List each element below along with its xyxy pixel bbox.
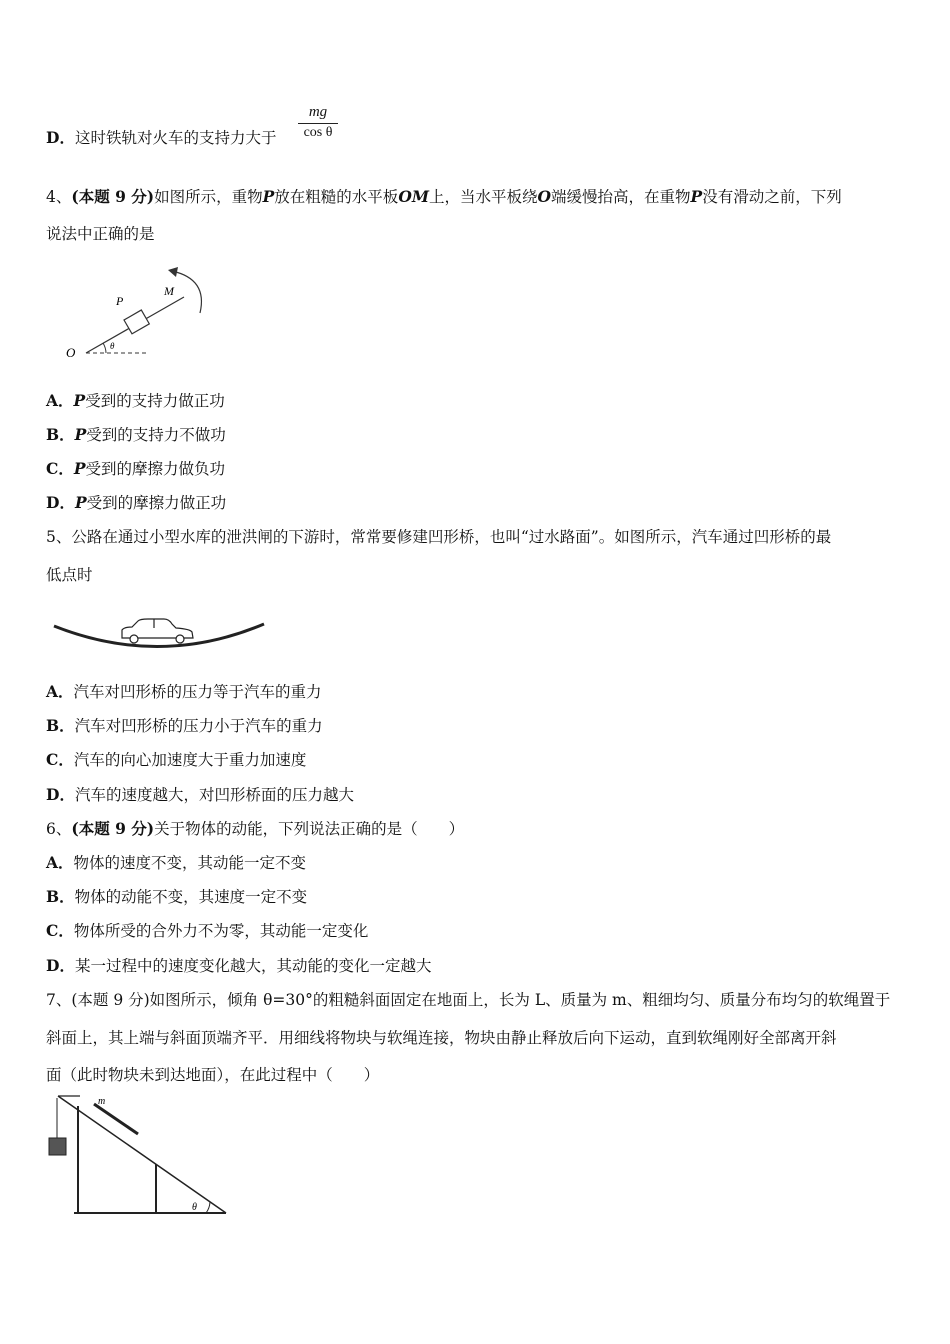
q4-option-c: C．P受到的摩擦力做负功 bbox=[46, 459, 226, 478]
rotation-arrow-arc bbox=[172, 271, 201, 313]
figure-incline-with-rope bbox=[44, 1092, 234, 1220]
q5-option-d: D．汽车的速度越大，对凹形桥面的压力越大 bbox=[46, 785, 354, 804]
block bbox=[49, 1138, 66, 1155]
option-letter: D． bbox=[46, 128, 75, 147]
score-tag: (本题 9 分) bbox=[71, 187, 155, 206]
score-tag: (本题 9 分) bbox=[71, 819, 155, 838]
q5-option-c: C．汽车的向心加速度大于重力加速度 bbox=[46, 750, 307, 769]
q5-option-a: A．汽车对凹形桥的压力等于汽车的重力 bbox=[46, 682, 322, 701]
box-p bbox=[124, 310, 149, 334]
rotation-arrowhead bbox=[168, 267, 178, 277]
angle-arc bbox=[206, 1202, 210, 1213]
q6-option-c: C．物体所受的合外力不为零，其动能一定变化 bbox=[46, 921, 369, 940]
q6-option-d: D．某一过程中的速度变化越大，其动能的变化一定越大 bbox=[46, 956, 432, 975]
q3-option-d bbox=[46, 128, 276, 148]
q4-option-d: D．P受到的摩擦力做正功 bbox=[46, 493, 227, 512]
label-p: P bbox=[116, 294, 124, 308]
label-theta: θ bbox=[110, 341, 115, 351]
label-theta: θ bbox=[192, 1202, 197, 1213]
q4-stem-line1: 4、(本题 9 分)如图所示，重物P放在粗糙的水平板OM上，当水平板绕O端缓慢抬高，在重物P没有滑动之前，下列 bbox=[46, 187, 842, 206]
q6-option-b: B．物体的动能不变，其速度一定不变 bbox=[46, 887, 308, 906]
figure-concave-bridge bbox=[50, 610, 270, 660]
fraction-numerator: mg bbox=[308, 104, 328, 120]
q5-stem-line2: 低点时 bbox=[46, 566, 93, 584]
label-o: O bbox=[66, 345, 76, 360]
fraction-bar bbox=[298, 123, 338, 124]
incline-surface bbox=[58, 1096, 226, 1213]
q4-option-b: B．P受到的支持力不做功 bbox=[46, 425, 226, 444]
angle-arc bbox=[103, 343, 106, 353]
soft-rope bbox=[94, 1104, 138, 1134]
fraction-mg-over-cos-theta bbox=[296, 104, 340, 141]
q7-stem-line1: 7、(本题 9 分)如图所示，倾角 θ=30°的粗糙斜面固定在地面上，长为 L、质量为 m、粗细均匀、质量分布均匀的软绳置于 bbox=[46, 991, 891, 1009]
label-m: m bbox=[98, 1096, 106, 1107]
fraction-denominator: cos θ bbox=[303, 125, 333, 140]
q5-stem-line1: 5、公路在通过小型水库的泄洪闸的下游时，常常要修建凹形桥，也叫“过水路面”。如图所示，汽车通过凹形桥的最 bbox=[46, 528, 832, 546]
q7-stem-line2: 斜面上，其上端与斜面顶端齐平．用细线将物块与软绳连接，物块由静止释放后向下运动，直到软绳刚好全部离开斜 bbox=[46, 1029, 837, 1047]
car bbox=[122, 619, 193, 643]
q6-stem: 6、(本题 9 分)关于物体的动能，下列说法正确的是（ ） bbox=[46, 819, 465, 838]
label-m: M bbox=[164, 284, 174, 298]
q5-option-b: B．汽车对凹形桥的压力小于汽车的重力 bbox=[46, 716, 323, 735]
q4-stem-line2: 说法中正确的是 bbox=[46, 225, 155, 243]
q4-option-a: A．P受到的支持力做正功 bbox=[46, 391, 225, 410]
q6-option-a: A．物体的速度不变，其动能一定不变 bbox=[46, 853, 307, 872]
figure-inclined-board bbox=[60, 265, 220, 365]
q7-stem-line3: 面（此时物块未到达地面），在此过程中（ ） bbox=[46, 1066, 380, 1084]
option-text: 这时铁轨对火车的支持力大于 bbox=[74, 129, 277, 147]
